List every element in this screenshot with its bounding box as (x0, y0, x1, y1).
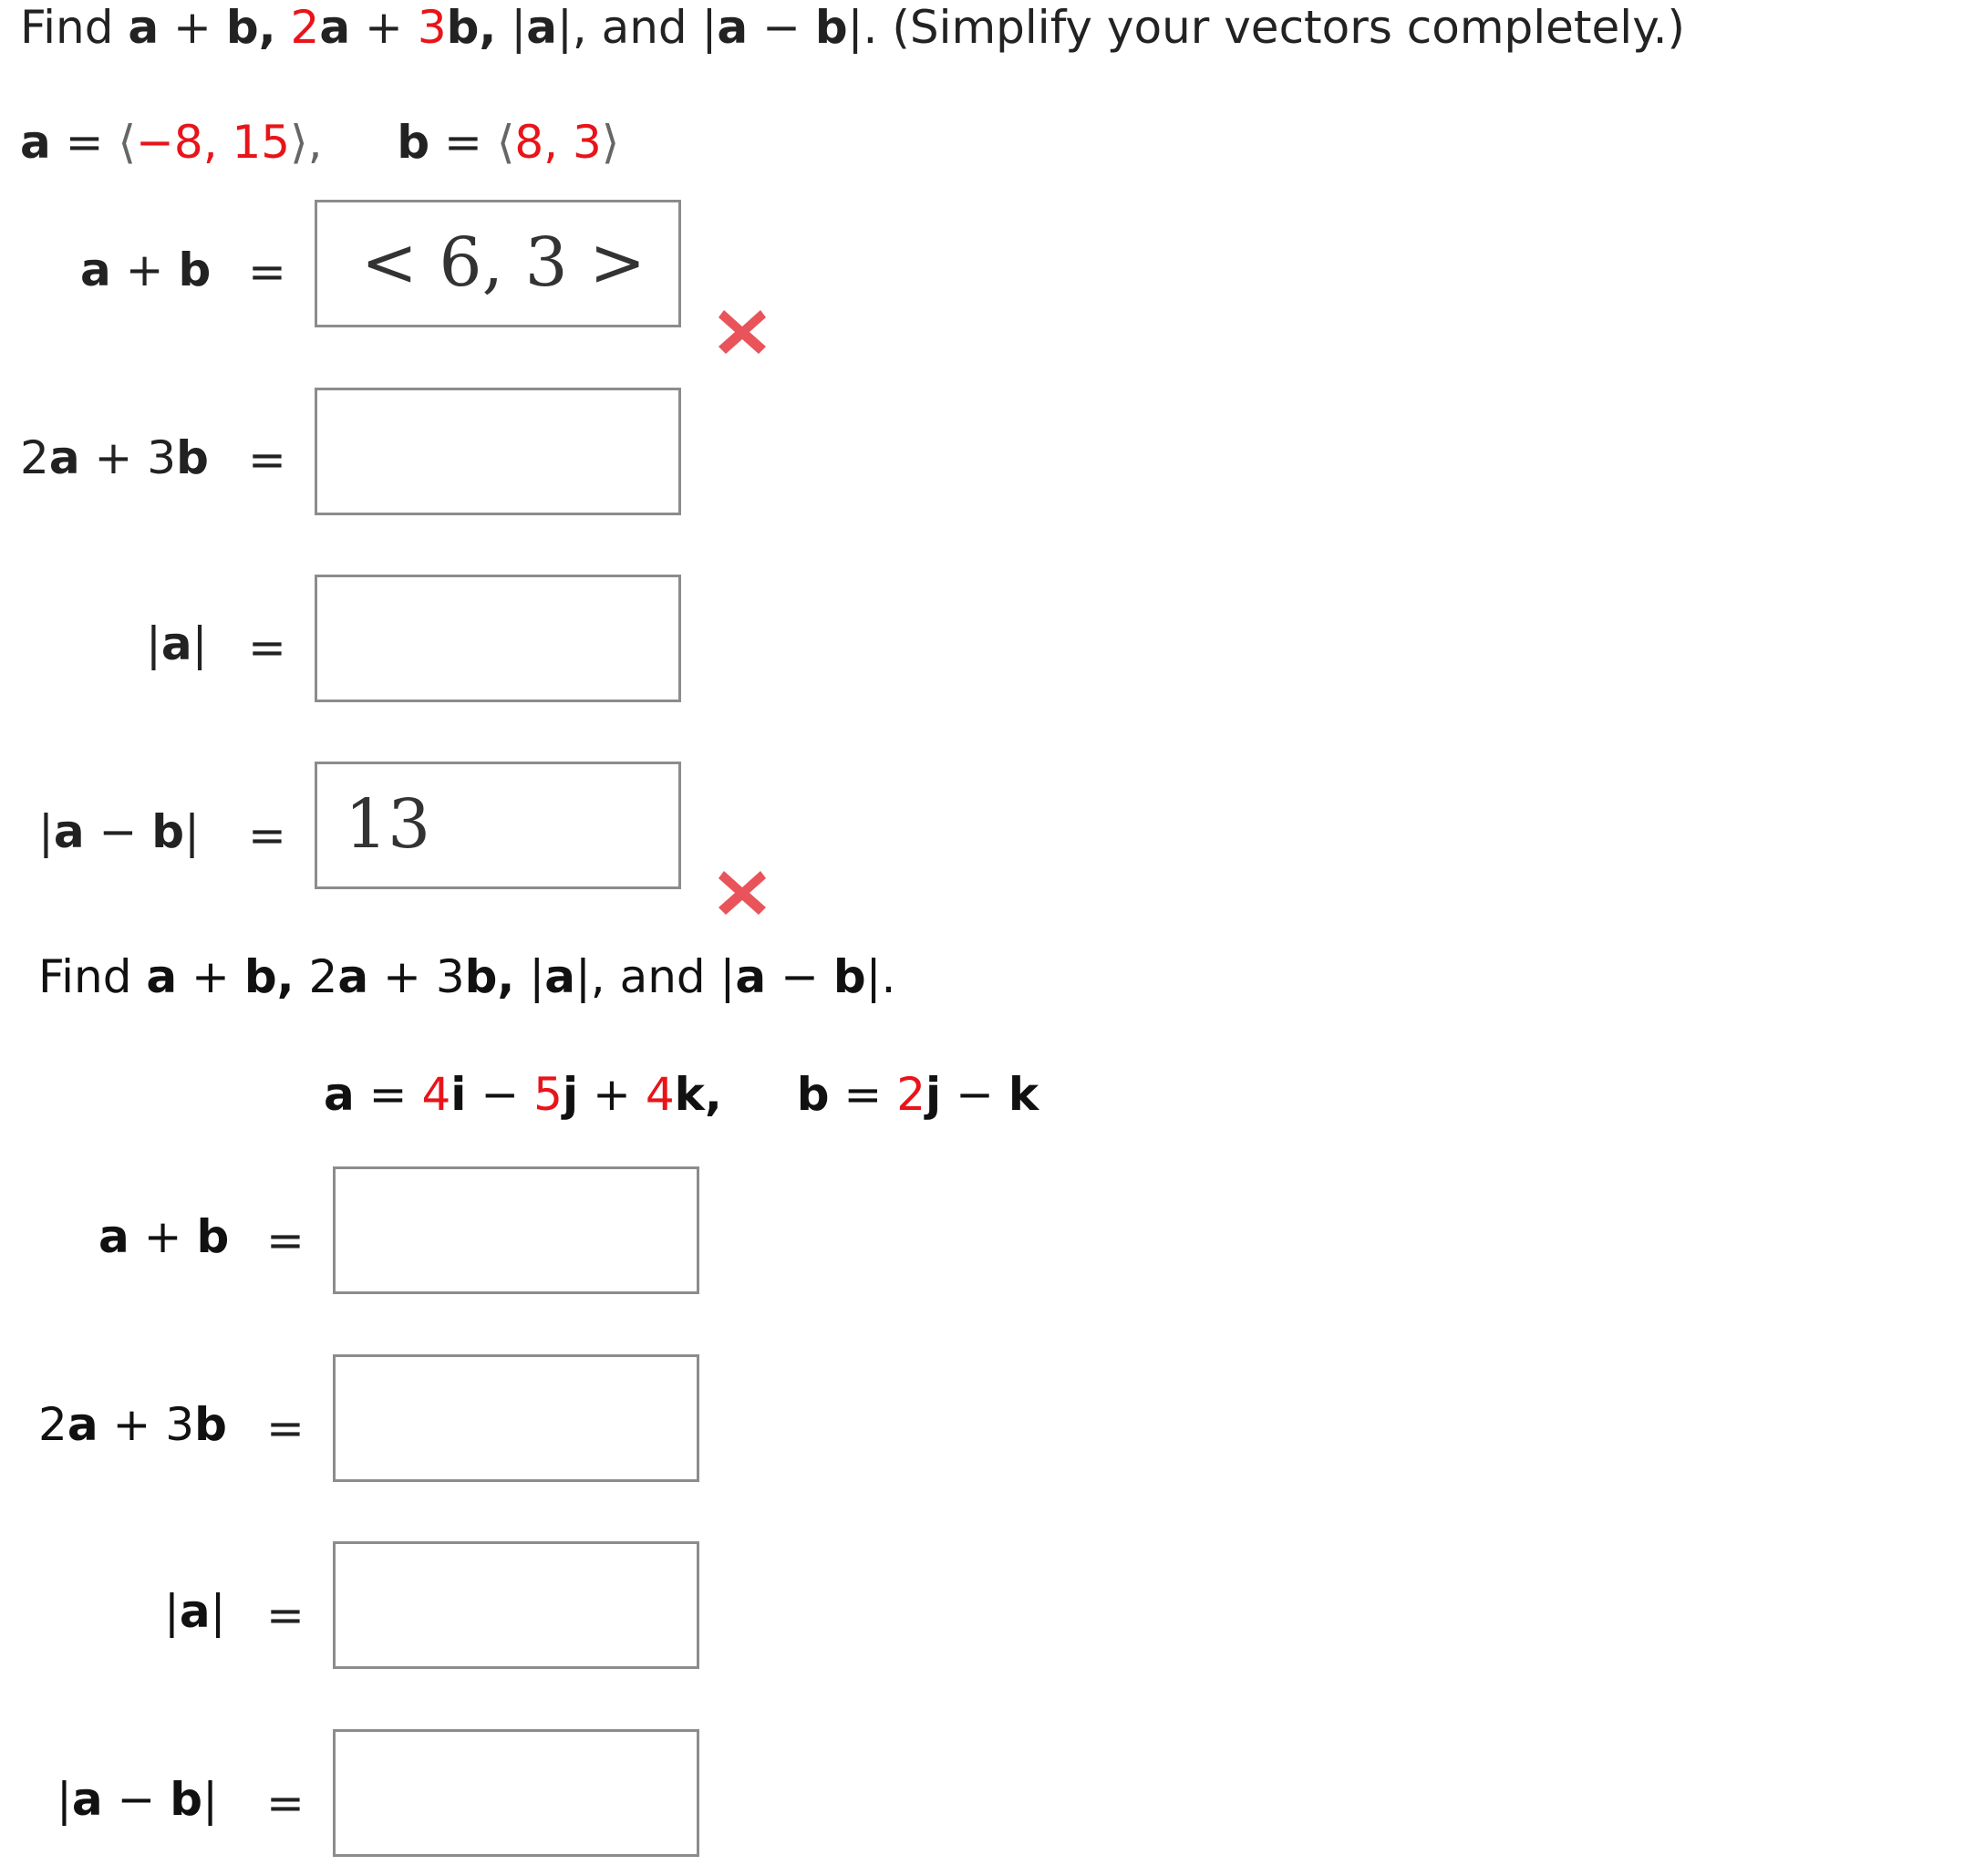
p2-label-a-plus-b: a + b (98, 1210, 230, 1263)
p1-label-a-plus-b: a + b (80, 244, 212, 296)
p1-equals-3: = (248, 621, 286, 674)
problem1-instruction: Find a + b, 2a + 3b, |a|, and |a − b|. (Simplify your vectors completely.) (20, 1, 1686, 54)
p1-answer-a-plus-b[interactable] (315, 200, 681, 327)
incorrect-x-icon (717, 867, 768, 918)
p1-equals-4: = (248, 809, 286, 862)
p2-label-abs-a: |a| (164, 1585, 226, 1638)
p2-equals-1: = (266, 1214, 305, 1267)
p1-equals-1: = (248, 245, 286, 298)
p1-equals-2: = (248, 433, 286, 486)
p2-equals-3: = (266, 1589, 305, 1642)
p1-label-abs-a: |a| (146, 617, 208, 670)
problem2-given-vectors: a = 4i − 5j + 4k, b = 2j − k (324, 1068, 1039, 1121)
p2-label-abs-a-minus-b: |a − b| (57, 1773, 218, 1826)
p2-equals-4: = (266, 1777, 305, 1829)
p2-equals-2: = (266, 1402, 305, 1455)
p2-answer-abs-a-minus-b[interactable] (333, 1729, 699, 1857)
p1-answer-a-plus-b-value: < 6, 3 > (361, 223, 646, 302)
p1-answer-abs-a-minus-b-value: 13 (345, 785, 431, 864)
p1-answer-abs-a-minus-b[interactable] (315, 762, 681, 889)
p2-answer-2a-plus-3b[interactable] (333, 1354, 699, 1482)
problem2-instruction: Find a + b, 2a + 3b, |a|, and |a − b|. (38, 950, 896, 1003)
p1-label-2a-plus-3b: 2a + 3b (20, 431, 209, 484)
problem1-given-vectors: a = ⟨−8, 15⟩, b = ⟨8, 3⟩ (20, 116, 620, 169)
p1-answer-abs-a[interactable] (315, 575, 681, 702)
p2-label-2a-plus-3b: 2a + 3b (38, 1398, 227, 1451)
p1-answer-2a-plus-3b[interactable] (315, 388, 681, 515)
p2-answer-abs-a[interactable] (333, 1541, 699, 1669)
incorrect-x-icon (717, 306, 768, 358)
p1-label-abs-a-minus-b: |a − b| (38, 805, 200, 858)
p2-answer-a-plus-b[interactable] (333, 1166, 699, 1294)
